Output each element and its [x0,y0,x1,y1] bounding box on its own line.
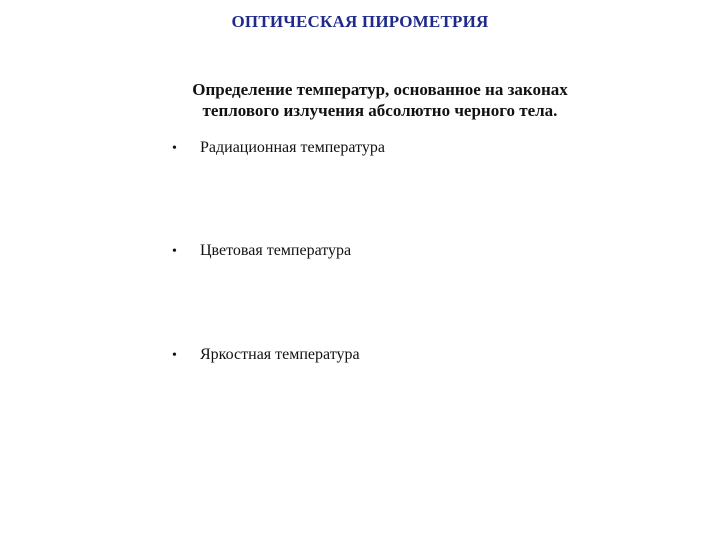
list-item-label: Радиационная температура [200,139,385,156]
list-item-radiation-temperature [172,139,385,157]
list-item-label: Яркостная температура [200,346,360,363]
definition-line-1: Определение температур, основанное на законах [192,80,568,99]
bullet-icon: • [172,348,177,363]
bullet-icon: • [172,141,177,156]
bullet-icon: • [172,244,177,259]
definition-text [100,79,660,121]
list-item-color-temperature [172,242,351,260]
definition-line-2: теплового излучения абсолютно черного тела. [202,101,558,120]
list-item-brightness-temperature [172,346,360,364]
slide-title: ОПТИЧЕСКАЯ ПИРОМЕТРИЯ [231,12,489,31]
list-item-label: Цветовая температура [200,242,352,259]
